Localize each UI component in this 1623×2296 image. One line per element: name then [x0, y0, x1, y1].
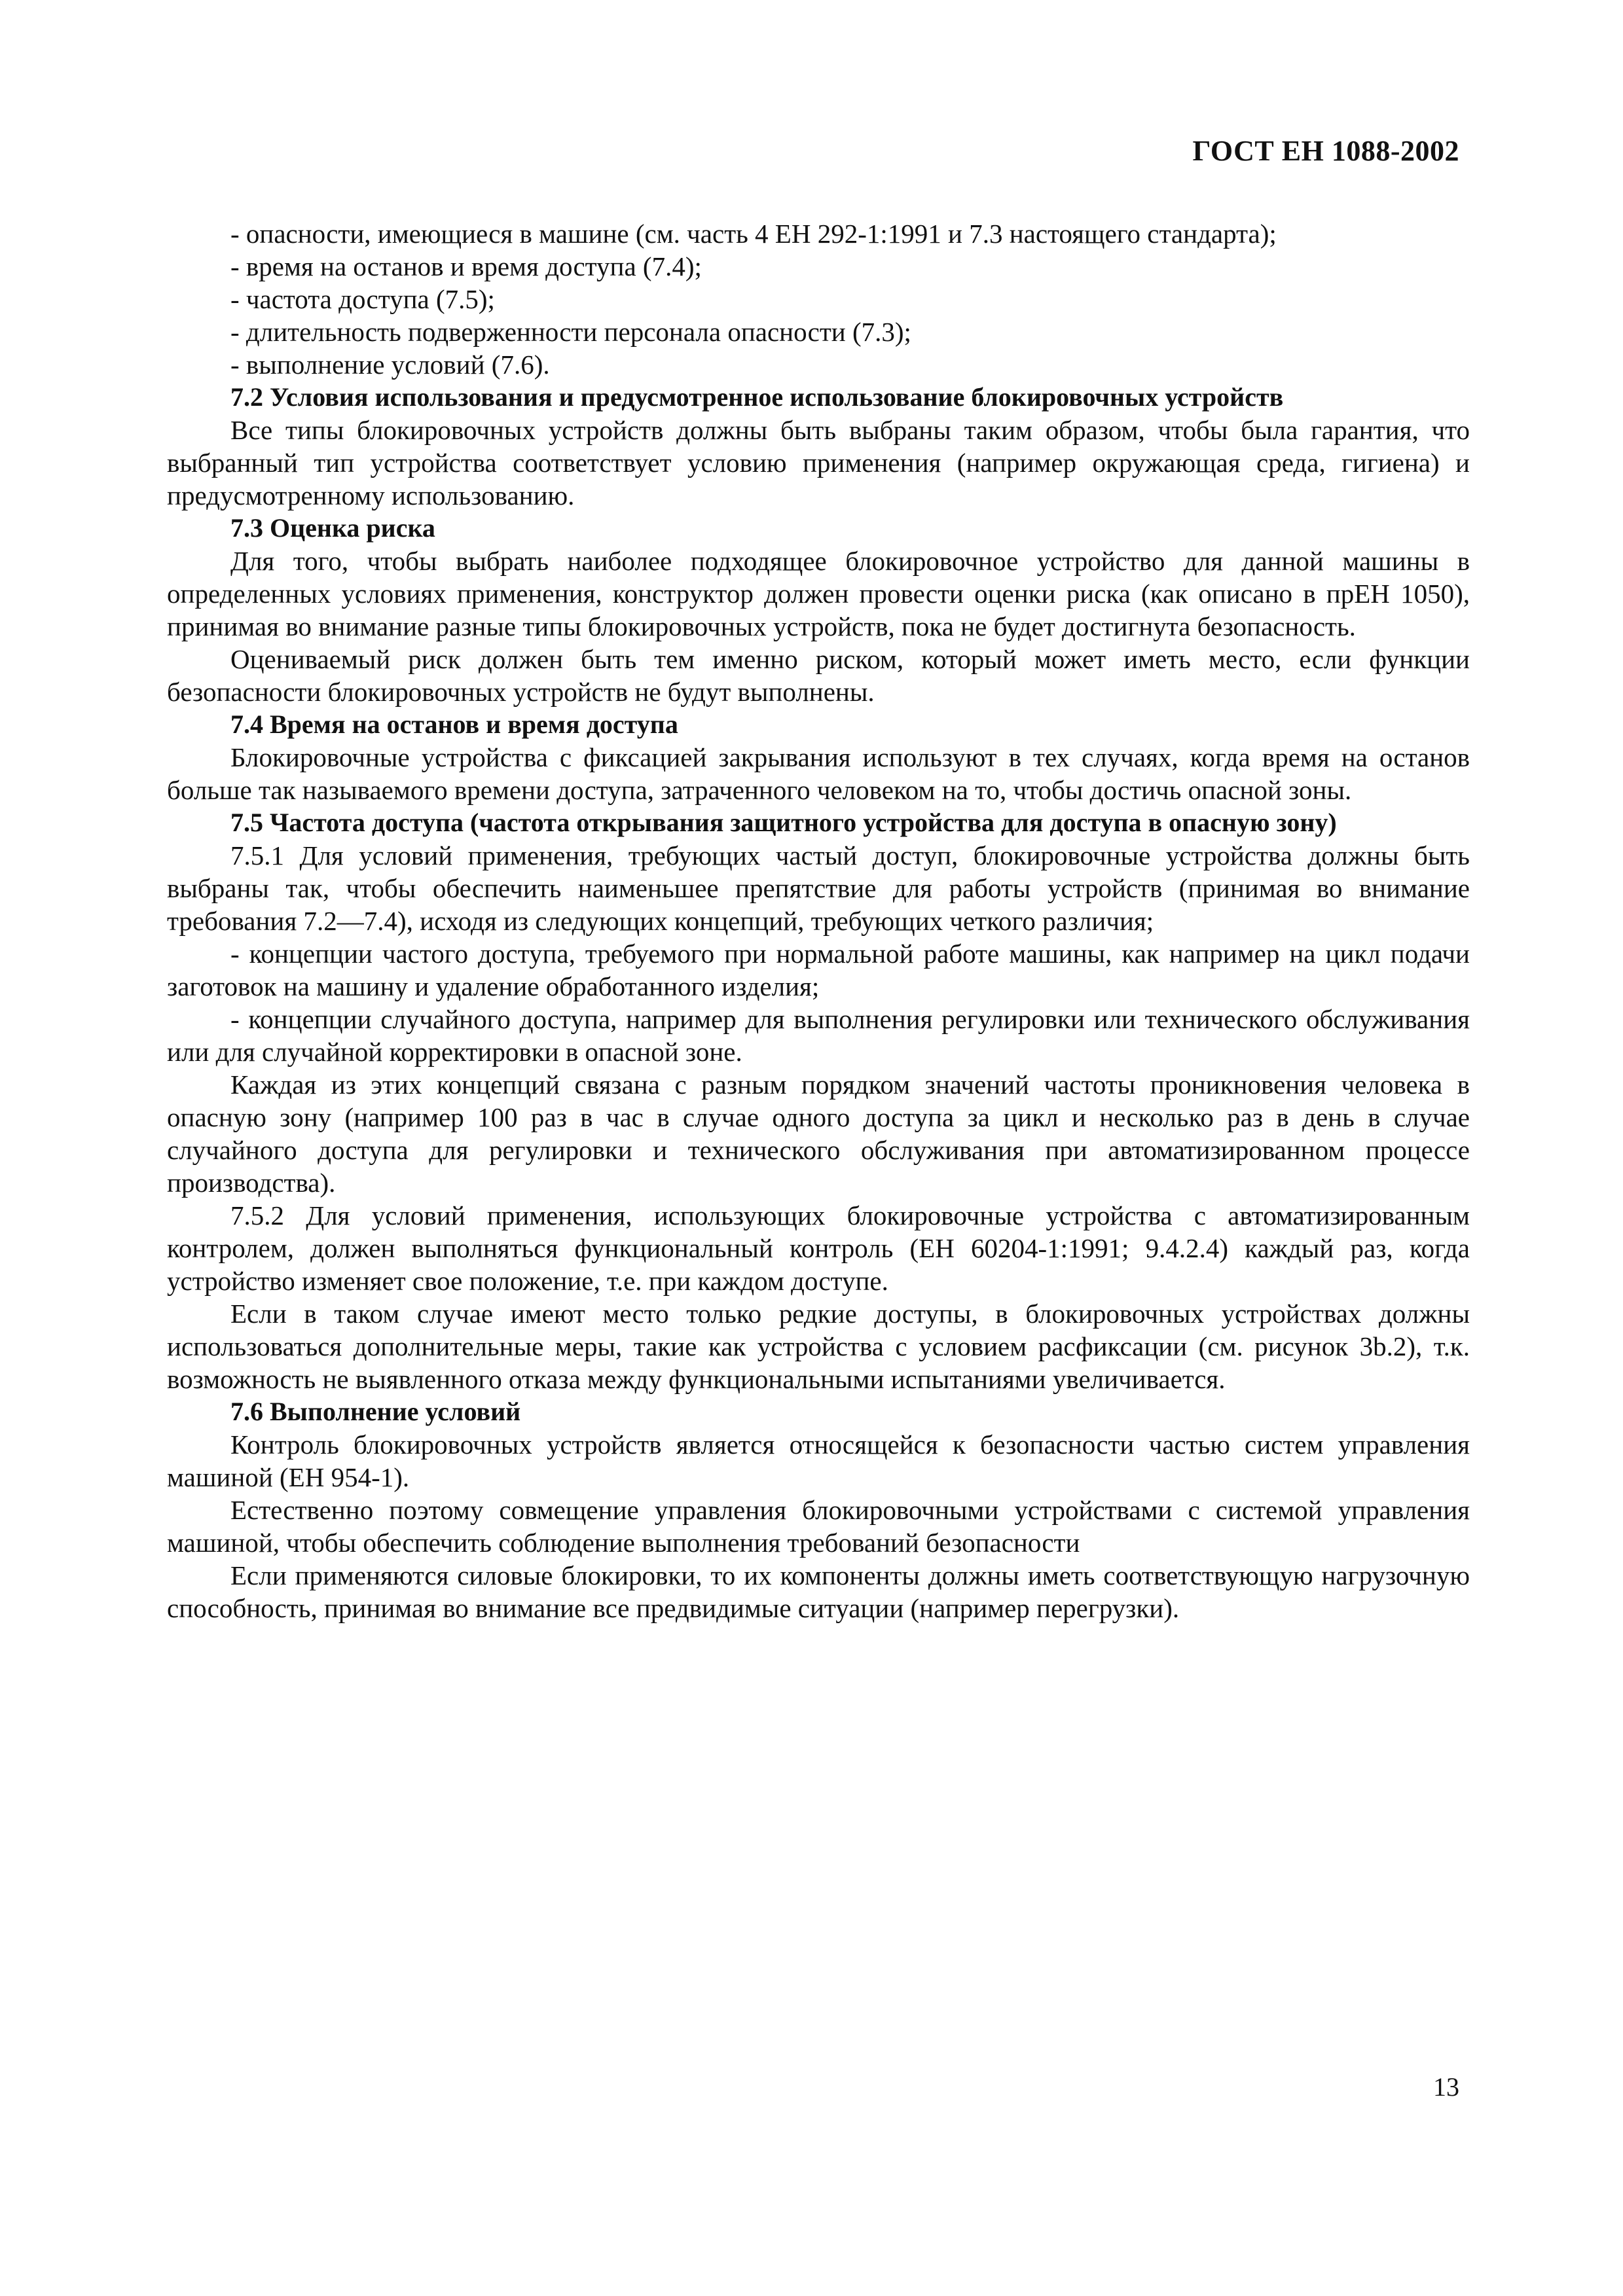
list-item: - частота доступа (7.5);: [230, 284, 495, 314]
section-heading-7-3: 7.3 Оценка риска: [230, 513, 435, 543]
paragraph: Все типы блокировочных устройств должны быть выбраны таким образом, чтобы была гарантия, что выбранный тип устройства соответствует условию применения (например окружающая среда, гигиена) и предусмотренному использованию.: [167, 415, 1470, 511]
list-item: - время на останов и время доступа (7.4);: [230, 251, 702, 281]
section-heading-7-4: 7.4 Время на останов и время доступа: [230, 709, 678, 739]
list-item: - концепции случайного доступа, например для выполнения регулировки или технического обслуживания или для случайной корректировки в опасной зоне.: [167, 1004, 1470, 1067]
paragraph: Оцениваемый риск должен быть тем именно риском, который может иметь место, если функции безопасности блокировочных устройств не будут выполнены.: [167, 644, 1470, 707]
list-item: - выполнение условий (7.6).: [230, 350, 550, 380]
paragraph: Для того, чтобы выбрать наиболее подходящее блокировочное устройство для данной машины в определенных условиях применения, конструктор должен провести оценки риска (как описано в прЕН 1050), принимая во внимание разные типы блокировочных устройств, пока не будет достигнута безопасность.: [167, 546, 1470, 641]
paragraph: Контроль блокировочных устройств является относящейся к безопасности частью систем управления машиной (ЕН 954-1).: [167, 1429, 1470, 1492]
paragraph: 7.5.1 Для условий применения, требующих частый доступ, блокировочные устройства должны быть выбраны так, чтобы обеспечить наименьшее препятствие для работы устройств (принимая во внимание требования 7.2—7.4), исходя из следующих концепций, требующих четкого различия;: [167, 840, 1470, 936]
document-header: ГОСТ ЕН 1088-2002: [1192, 135, 1459, 167]
list-item: - опасности, имеющиеся в машине (см. часть 4 ЕН 292-1:1991 и 7.3 настоящего стандарта);: [230, 219, 1277, 249]
section-heading-7-6: 7.6 Выполнение условий: [230, 1397, 521, 1426]
paragraph: Каждая из этих концепций связана с разным порядком значений частоты проникновения человека в опасную зону (например 100 раз в час в случае одного доступа за цикл и несколько раз в день в случае случайного доступа для регулировки и технического обслуживания при автоматизированном процессе производства).: [167, 1069, 1470, 1198]
section-heading-7-2: 7.2 Условия использования и предусмотренное использование блокировочных устройств: [230, 382, 1284, 412]
list-item: - концепции частого доступа, требуемого при нормальной работе машины, как например на цикл подачи заготовок на машину и удаление обработанного изделия;: [167, 939, 1470, 1001]
paragraph: Блокировочные устройства с фиксацией закрывания используют в тех случаях, когда время на останов больше так называемого времени доступа, затраченного человеком на то, чтобы достичь опасной зоны.: [167, 742, 1470, 805]
paragraph: Естественно поэтому совмещение управления блокировочными устройствами с системой управления машиной, чтобы обеспечить соблюдение выполнения требований безопасности: [167, 1495, 1470, 1558]
document-body: [167, 217, 1470, 1624]
section-heading-7-5: 7.5 Частота доступа (частота открывания защитного устройства для доступа в опасную зону): [230, 808, 1337, 837]
paragraph: Если в таком случае имеют место только редкие доступы, в блокировочных устройствах должны использоваться дополнительные меры, такие как устройства с условием расфиксации (см. рисунок 3b.2), т.к. возможность не выявленного отказа между функциональными испытаниями увеличивается.: [167, 1299, 1470, 1394]
list-item: - длительность подверженности персонала опасности (7.3);: [230, 317, 911, 347]
page-number: 13: [1433, 2072, 1459, 2102]
paragraph: 7.5.2 Для условий применения, использующих блокировочные устройства с автоматизированным контролем, должен выполняться функциональный контроль (ЕН 60204-1:1991; 9.4.2.4) каждый раз, когда устройство изменяет свое положение, т.е. при каждом доступе.: [167, 1200, 1470, 1296]
paragraph: Если применяются силовые блокировки, то их компоненты должны иметь соответствующую нагрузочную способность, принимая во внимание все предвидимые ситуации (например перегрузки).: [167, 1560, 1470, 1623]
